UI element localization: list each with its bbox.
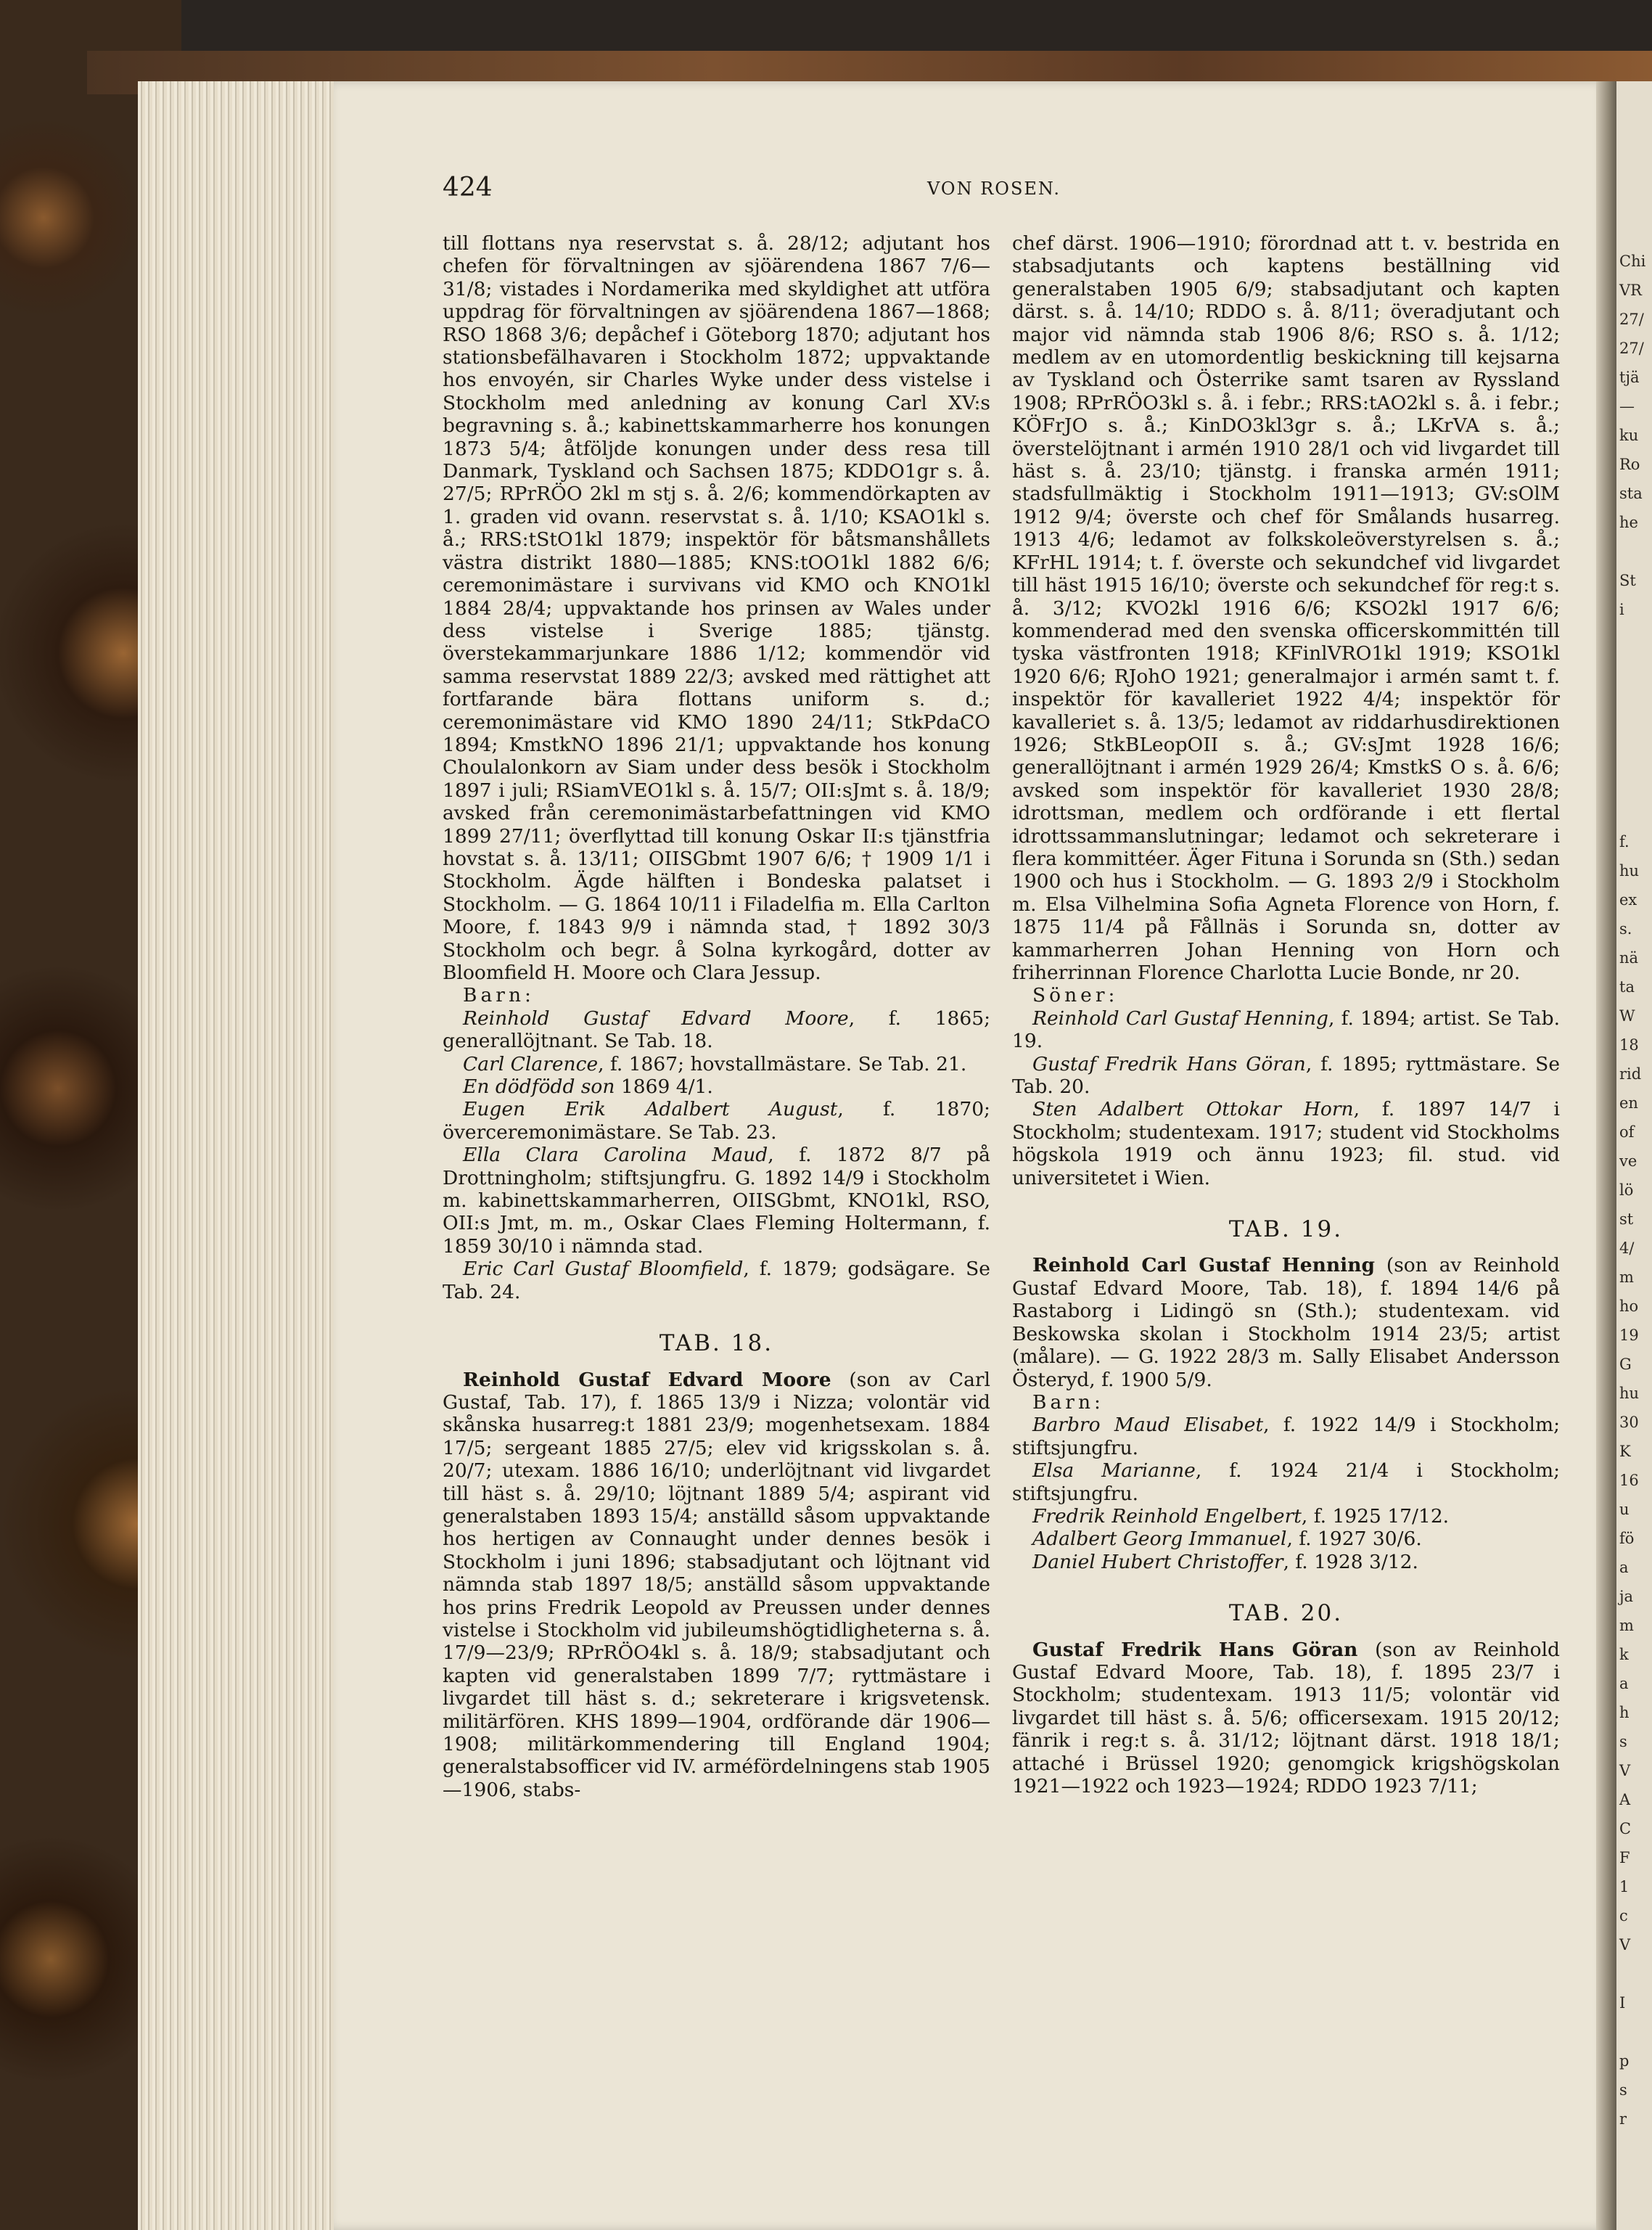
child-entry (1012, 1414, 1560, 1459)
text-fragment: 1 (1619, 1878, 1630, 1895)
text-fragment: s (1619, 2081, 1627, 2099)
child-entry (443, 1144, 990, 1258)
text-fragment (1616, 682, 1652, 711)
person-name: Ella Clara Carolina Maud (463, 1144, 768, 1167)
text-fragment: m (1619, 1268, 1634, 1286)
child-entry (1012, 1459, 1560, 1505)
text-fragment: ho (1619, 1298, 1639, 1315)
entry-text: (son av Reinhold Gustaf Edvard Moore, Tab. 18), f. 1894 14/6 på Rastaborg i Lidingö sn (Sth.); studentexam. vid Beskowska skolan i Stockholm 1914 23/5; artist (målare). — G. 1922 28/3 m. Sally Elisabet Andersson Österyd, f. 1900 5/9. (1012, 1254, 1560, 1391)
text-fragment: 27/ (1619, 311, 1644, 328)
page-edges (138, 81, 334, 2230)
child-entry (443, 1075, 990, 1098)
text-fragment: K (1619, 1443, 1631, 1460)
entry-text: 1869 4/1. (615, 1075, 713, 1099)
child-entry (443, 1258, 990, 1303)
entry-text: , f. 1927 30/6. (1286, 1528, 1422, 1551)
text-fragment: F (1619, 1849, 1630, 1866)
child-entry (443, 1053, 990, 1075)
text-fragment: 16 (1619, 1472, 1639, 1489)
text-fragment: i (1619, 601, 1624, 618)
text-fragment: ex (1619, 891, 1637, 909)
child-entry (443, 1098, 990, 1144)
entry-text: , f. 1897 14/7 i Stockholm; studentexam. 1917; student vid Stockholms högskola 1919 och ännu 1923; fil. stud. vid universitetet i Wien. (1012, 1098, 1560, 1189)
right-text-column (1012, 232, 1560, 1797)
entry-text: (son av Carl Gustaf, Tab. 17), f. 1865 13/9 i Nizza; volontär vid skånska husarreg:t 1881 23/9; mogenhetsexam. 1884 17/5; sergeant 1885 27/5; elev vid krigsskolan s. å. 20/7; utexam. 1886 16/10; underlöjtnant vid livgardet till häst s. å. 29/10; löjtnant 1889 5/4; aspirant vid generalstaben 1893 15/4; anställd såsom uppvaktande hos hertigen av Connaught under dennes besök i Stockholm i juni 1896; stabsadjutant och löjtnant vid nämnda stab 1897 18/5; anställd såsom uppvaktande hos prins Fredrik Leopold av Preussen under dennes vistelse i Stockholm vid jubileumshögtidligheterna s. å. 17/9—23/9; RPrRÖO4kl s. å. 18/9; stabsadjutant och kapten vid generalstaben 1899 7/7; ryttmästare i livgardet till häst s. d.; sekreterare i krigsvetensk. militärfören. KHS 1899—1904, ordförande där 1906—1908; militärkommendering till England 1904; generalstabsofficer vid IV. arméfördelningens stab 1905—1906, stabs- (443, 1368, 991, 1801)
text-fragment: 4/ (1619, 1239, 1635, 1257)
text-fragment: of (1619, 1123, 1635, 1141)
text-fragment: nä (1619, 949, 1639, 967)
text-fragment: G (1619, 1356, 1632, 1373)
entry-text: , f. 1867; hovstallmästare. Se Tab. 21. (598, 1052, 967, 1075)
text-fragment: C (1619, 1820, 1632, 1837)
entry-text: , f. 1895; ryttmästare. Se Tab. 20. (1012, 1052, 1561, 1099)
text-fragment: ve (1619, 1152, 1637, 1170)
children-heading: Barn: (1032, 1390, 1104, 1414)
person-name: Reinhold Gustaf Edvard Moore (463, 1368, 831, 1391)
text-fragment: c (1619, 1907, 1628, 1924)
text-fragment: a (1619, 1675, 1629, 1692)
text-fragment: ja (1619, 1588, 1634, 1605)
text-fragment: hu (1619, 862, 1640, 880)
text-fragment: 30 (1619, 1414, 1639, 1431)
person-name: Gustaf Fredrik Hans Göran (1032, 1638, 1358, 1661)
text-fragment: ku (1619, 427, 1639, 444)
child-entry (443, 1007, 990, 1053)
person-name: Elsa Marianne (1032, 1459, 1196, 1483)
text-fragment: tjä (1619, 369, 1640, 386)
text-fragment: hu (1619, 1385, 1640, 1402)
entry-text: , f. 1865; generallöjtnant. Se Tab. 18. (443, 1007, 990, 1053)
text-fragment: 27/ (1619, 340, 1644, 357)
text-fragment: V (1619, 1762, 1631, 1779)
table-heading: TAB. 19. (1228, 1216, 1344, 1243)
text-fragment (1616, 798, 1652, 827)
text-fragment: W (1619, 1007, 1635, 1025)
text-fragment (1616, 624, 1652, 653)
page-header (443, 173, 1545, 202)
paragraph: till flottans nya reservstat s. å. 28/12; adjutant hos chefen för förvaltningen av sjöärendena 1867 7/6—31/8; vistades i Nordamerika med skyldighet att utföra uppdrag för förvaltningen av sjöärendena 1867—1868; RSO 1868 3/6; depåchef i Göteborg 1870; adjutant hos stationsbefälhavaren i Stockholm 1872; uppvaktande hos envoyén, sir Charles Wyke under dess vistelse i Stockholm med anledning av konung Carl XV:s begravning s. å.; kabinettskammarherre hos konungen 1873 5/4; åtföljde konungen under dess resa till Danmark, Tyskland och Sachsen 1875; KDDO1gr s. å. 27/5; RPrRÖO 2kl m stj s. å. 2/6; kommendörkapten av 1. graden vid ovann. reservstat s. å. 1/10; KSAO1kl s. å.; RRS:tStO1kl 1879; inspektör för båtsmanshållets västra distrikt 1880—1885; KNS:tOO1kl 1882 6/6; ceremonimästare i survivans vid KMO och KNO1kl 1884 28/4; uppvaktande hos prinsen av Wales under dess vistelse i Sverige 1885; tjänstg. överstekammarjunkare 1886 1/12; kommendör vid samma reservstat 1889 22/3; avsked med rättighet att fortfarande bära flottans uniform s. d.; ceremonimästare vid KMO 1890 24/11; StkPdaCO 1894; KmstkNO 1896 21/1; uppvaktande hos konung Choulalonkorn av Siam under dess besök i Stockholm 1897 i juli; RSiamVEO1kl s. å. 15/7; OII:sJmt s. å. 18/9; avsked från ceremonimästarbefattningen vid KMO 1899 27/11; överflyttad till konung Oskar II:s tjänstfria hovstat s. å. 13/11; OIISGbmt 1907 6/6; † 1909 1/1 i Stockholm. Ägde hälften i Bondeska palatset i Stockholm. — G. 1864 10/11 i Filadelfia m. Ella Carlton Moore, f. 1843 9/9 i nämnda stad, † 1892 30/3 Stockholm och begr. å Solna kyrkogård, dotter av Bloomfield H. Moore och Clara Jessup. (443, 232, 990, 984)
text-fragment: p (1619, 2052, 1630, 2070)
text-fragment: r (1619, 2110, 1627, 2128)
text-fragment (1616, 537, 1652, 566)
child-entry (1012, 1053, 1560, 1099)
text-fragment: I (1619, 1994, 1626, 2012)
running-head: VON ROSEN. (926, 179, 1061, 199)
book-gutter (1596, 81, 1618, 2230)
entry-text: , f. 1879; godsägare. Se Tab. 24. (443, 1258, 990, 1303)
text-fragment: m (1619, 1617, 1634, 1634)
text-fragment: rid (1619, 1065, 1642, 1083)
text-fragment: 19 (1619, 1327, 1639, 1344)
text-fragment: lö (1619, 1181, 1634, 1199)
text-fragment: sta (1619, 485, 1643, 502)
person-name: Carl Clarence (463, 1052, 599, 1075)
person-name: Fredrik Reinhold Engelbert (1032, 1504, 1302, 1528)
child-entry (1012, 1551, 1560, 1573)
children-heading: Söner: (1032, 984, 1119, 1007)
text-fragment: A (1619, 1791, 1631, 1808)
child-entry (1012, 1528, 1560, 1550)
person-name: Adalbert Georg Immanuel (1032, 1528, 1287, 1551)
text-fragment: a (1619, 1559, 1629, 1576)
table-heading: TAB. 18. (659, 1330, 774, 1357)
paragraph: chef därst. 1906—1910; förordnad att t. v. bestrida en stabsadjutants och kaptens beställning vid generalstaben 1905 6/9; stabsadjutant och kapten därst. s. å. 14/10; RDDO s. å. 8/11; överadjutant och major vid nämnda stab 1906 8/6; RSO s. å. 1/12; medlem av en utomordentlig beskickning till kejsarna av Tyskland och Österrike samt tsaren av Ryssland 1908; RPrRÖO3kl s. å. i febr.; RRS:tAO2kl s. å. i febr.; KÖFrJO s. å.; KinDO3kl3gr s. å.; LKrVA s. å.; överstelöjtnant i armén 1910 28/1 och vid livgardet till häst s. å. 23/10; tjänstg. i franska armén 1911; stadsfullmäktig i Stockholm 1911—1913; GV:sOlM 1912 9/4; överste och chef för Smålands husarreg. 1913 4/6; ledamot av folkskoleöverstyrelsen s. å.; KFrHL 1914; t. f. överste och sekundchef vid livgardet till häst 1915 16/10; överste och sekundchef för reg:t s. å. 3/12; KVO2kl 1916 6/6; KSO2kl 1917 6/6; kommenderad med den svenska officerskommittén till tyska västfronten 1918; KFinlVRO1kl 1919; KSO1kl 1920 6/6; RJohO 1921; generalmajor i armén samt t. f. inspektör för kavalleriet 1922 4/4; inspektör för kavalleriet s. å. 13/5; ledamot av riddarhusdirektionen 1926; StkBLeopOII s. å.; GV:sJmt 1928 16/6; generallöjtnant i armén 1929 26/4; KmstkS O s. å. 6/6; avsked som inspektör för kavalleriet 1930 28/8; idrottsman, medlem och ordförande i ett flertal idrottssammanslutningar; ledamot och sekreterare i flera kommittéer. Äger Fituna i Sorunda sn (Sth.) sedan 1900 och hus i Stockholm. — G. 1893 2/9 i Stockholm m. Elsa Vilhelmina Sofia Agneta Florence von Horn, f. 1875 11/4 på Fållnäs i Sorunda sn, dotter av kammarherren Johan Henning von Horn och friherrinnan Florence Charlotta Lucie Bonde, nr 20. (1012, 232, 1560, 984)
person-name: Eugen Erik Adalbert August (463, 1098, 838, 1121)
text-fragment (1616, 2017, 1652, 2046)
text-fragment (1616, 1959, 1652, 1988)
person-name: Gustaf Fredrik Hans Göran (1032, 1052, 1306, 1075)
text-fragment: V (1619, 1936, 1631, 1954)
text-fragment: s (1619, 1733, 1627, 1750)
child-entry (1012, 1007, 1560, 1053)
child-entry (1012, 1505, 1560, 1528)
person-entry (1012, 1639, 1560, 1798)
text-fragment: St (1619, 572, 1636, 589)
right-page-text-fragments (1616, 81, 1652, 2133)
entry-text: , f. 1924 21/4 i Stockholm; stiftsjungfru. (1012, 1459, 1560, 1505)
entry-text: , f. 1872 8/7 på Drottningholm; stiftsjungfru. G. 1892 14/9 i Stockholm m. kabinettskammarherren, OIISGbmt, KNO1kl, RSO, OII:s Jmt, m. m., Oskar Claes Fleming Holtermann, f. 1859 30/10 i nämnda stad. (443, 1144, 990, 1258)
text-fragment (1616, 740, 1652, 769)
text-fragment: he (1619, 514, 1638, 531)
left-text-column (443, 232, 990, 1801)
table-heading: TAB. 20. (1228, 1600, 1344, 1627)
entry-text: , f. 1922 14/9 i Stockholm; stiftsjungfru. (1012, 1414, 1561, 1459)
person-name: Eric Carl Gustaf Bloomfield (463, 1258, 744, 1281)
page-number: 424 (443, 173, 493, 202)
text-fragment: u (1619, 1501, 1630, 1518)
text-fragment: Chi (1619, 253, 1646, 270)
person-name: Reinhold Carl Gustaf Henning (1032, 1007, 1328, 1030)
text-fragment: Ro (1619, 456, 1640, 473)
text-fragment (1616, 711, 1652, 740)
child-entry (1012, 1098, 1560, 1189)
text-fragment: — (1619, 398, 1635, 415)
children-heading: Barn: (463, 984, 535, 1007)
text-fragment: VR (1619, 282, 1642, 299)
entry-text: , f. 1928 3/12. (1283, 1550, 1418, 1573)
text-fragment: f. (1619, 833, 1630, 850)
text-fragment (1616, 653, 1652, 682)
person-name: Sten Adalbert Ottokar Horn (1032, 1098, 1354, 1121)
text-fragment: 18 (1619, 1036, 1639, 1054)
text-fragment: fö (1619, 1530, 1635, 1547)
text-fragment: s. (1619, 920, 1632, 938)
person-name: Daniel Hubert Christoffer (1032, 1550, 1283, 1573)
text-fragment: k (1619, 1646, 1629, 1663)
text-fragment: st (1619, 1210, 1634, 1228)
person-name: Reinhold Gustaf Edvard Moore (463, 1007, 849, 1030)
text-fragment: h (1619, 1704, 1630, 1721)
person-name: En dödfödd son (463, 1075, 615, 1099)
person-name: Barbro Maud Elisabet (1032, 1414, 1264, 1437)
person-name: Reinhold Carl Gustaf Henning (1032, 1254, 1375, 1277)
entry-text: , f. 1925 17/12. (1301, 1504, 1450, 1528)
entry-text: , f. 1894; artist. Se Tab. 19. (1012, 1007, 1560, 1053)
right-page-edge (1616, 81, 1652, 2230)
entry-text: (son av Reinhold Gustaf Edvard Moore, Tab. 18), f. 1895 23/7 i Stockholm; studentexam. 1913 11/5; volontär vid livgardet till häst s. å. 5/6; officersexam. 1915 20/12; fänrik i reg:t s. å. 31/12; löjtnant därst. 1918 18/1; attaché i Brüssel 1920; genomgick krigshögskolan 1921—1922 och 1923—1924; RDDO 1923 7/11; (1012, 1638, 1561, 1797)
person-entry (443, 1369, 990, 1802)
text-fragment (1616, 769, 1652, 798)
text-fragment: en (1619, 1094, 1638, 1112)
text-fragment: ta (1619, 978, 1635, 996)
entry-text: , f. 1870; överceremonimästare. Se Tab. 23. (443, 1098, 990, 1144)
person-entry (1012, 1254, 1560, 1390)
